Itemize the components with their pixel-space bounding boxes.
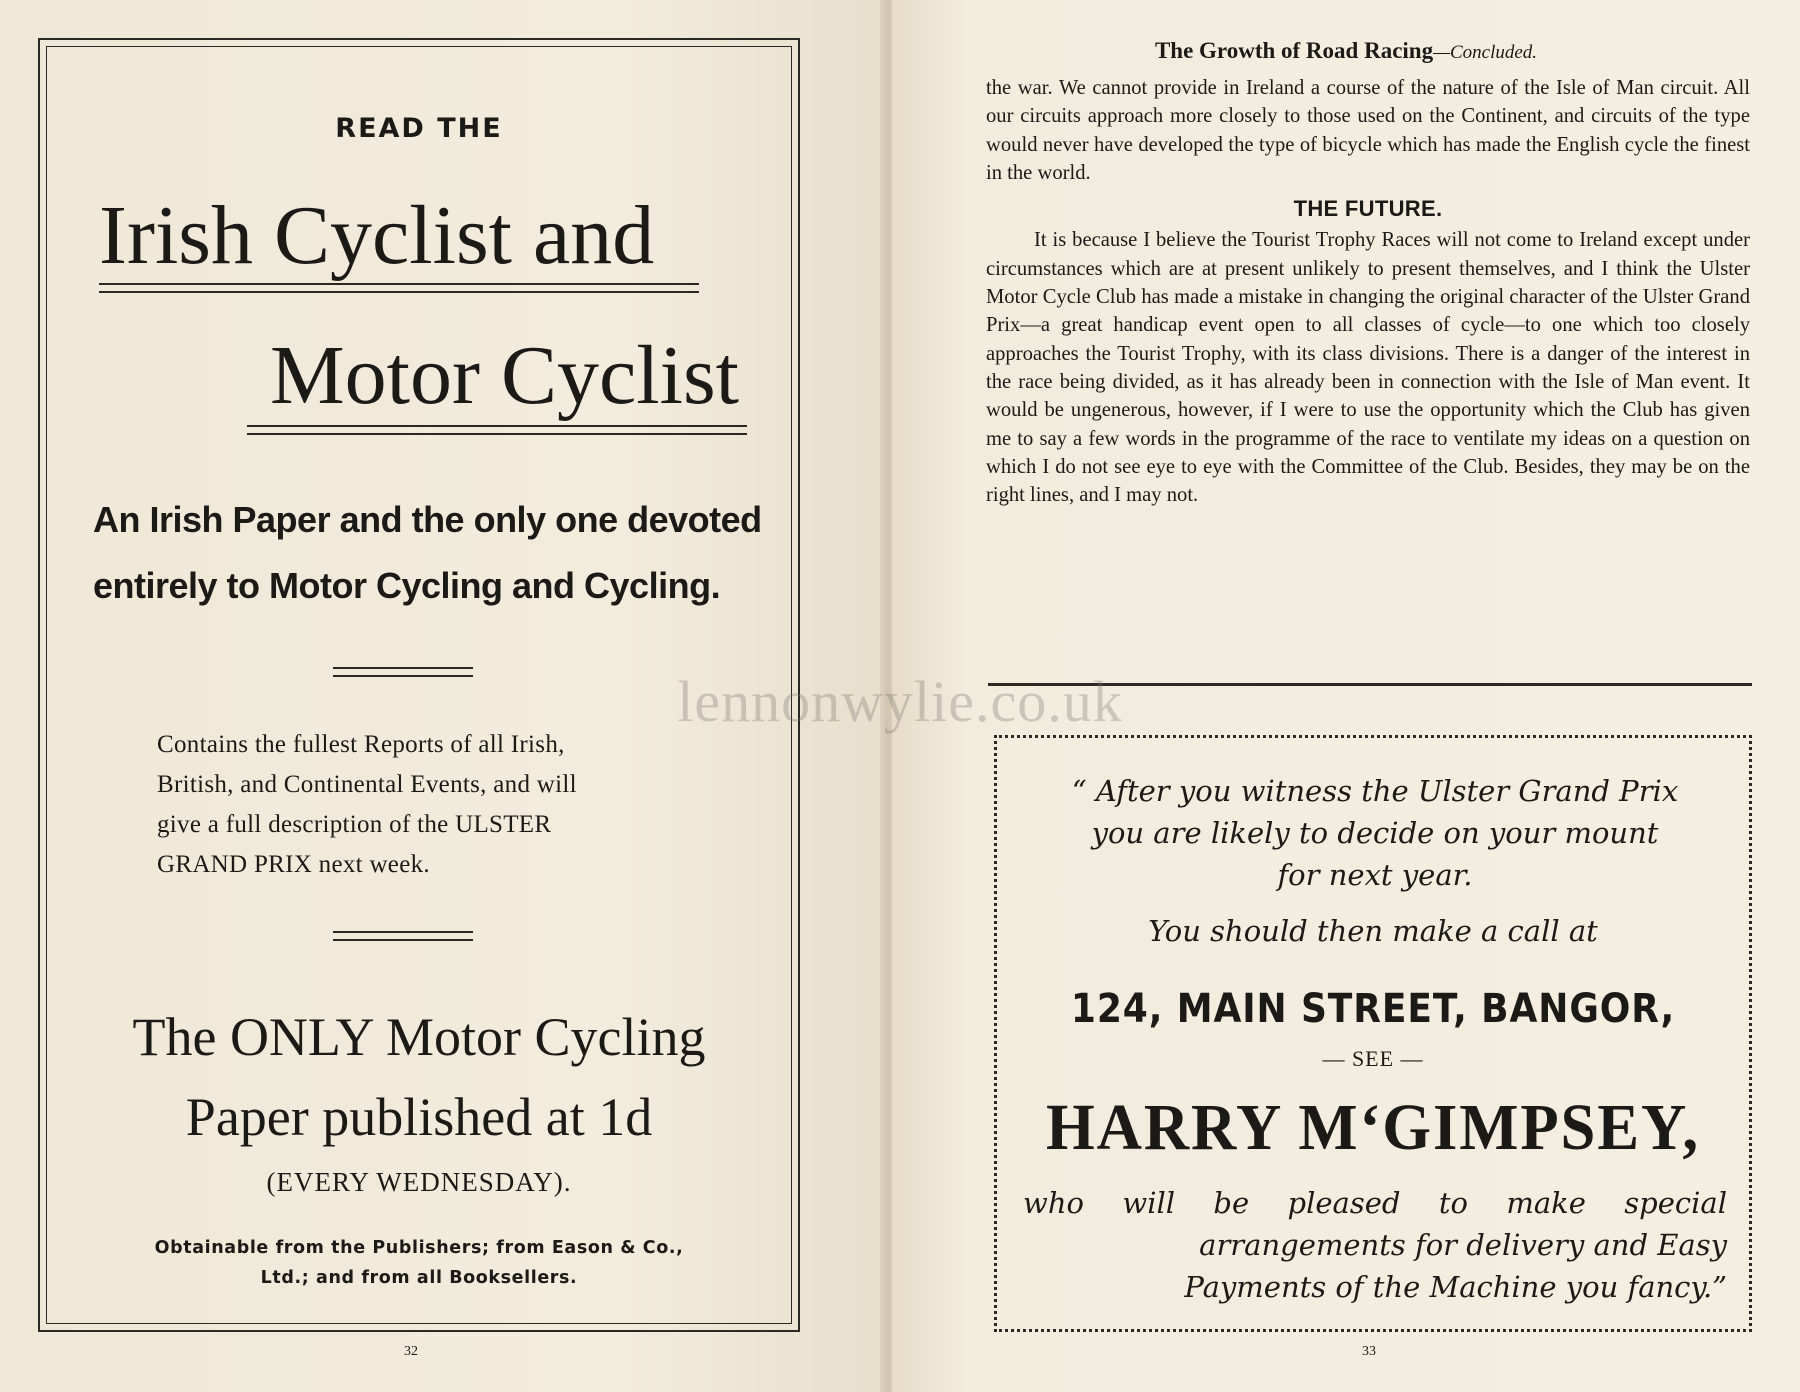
article-title: The Growth of Road Racing xyxy=(1154,38,1434,63)
tagline-line: An Irish Paper and the only one devoted xyxy=(93,499,762,540)
obtainable-line: Obtainable from the Publishers; from Eason & Co., xyxy=(154,1238,684,1258)
article-body xyxy=(986,74,1750,509)
section-subheading: THE FUTURE. xyxy=(1293,196,1443,222)
advert-closing xyxy=(1023,1182,1727,1308)
dealer-address: 124, MAIN STREET, BANGOR, xyxy=(1070,986,1676,1032)
divider-rule xyxy=(333,931,473,941)
title-rule-2 xyxy=(247,425,747,435)
dealer-name: HARRY M‘GIMPSEY, xyxy=(1045,1091,1701,1164)
contents-line: Contains the fullest Reports of all Irish, xyxy=(157,731,565,758)
page-number-right: 33 xyxy=(1362,1344,1376,1359)
contents-line: GRAND PRIX next week. xyxy=(157,851,430,878)
obtainable-note xyxy=(47,1233,791,1293)
tagline xyxy=(93,487,773,619)
closing-line: Payments of the Machine you fancy.” xyxy=(1184,1270,1727,1304)
only-paper-statement xyxy=(47,997,791,1157)
watermark: lennonwylie.co.uk xyxy=(677,669,1123,734)
contents-line: British, and Continental Events, and will xyxy=(157,771,577,798)
article-heading xyxy=(892,38,1800,64)
title-rule-1 xyxy=(99,283,699,293)
divider-rule xyxy=(333,667,473,677)
contents-description xyxy=(157,725,687,885)
closing-line: who will be pleased to make special xyxy=(1023,1186,1727,1220)
call-line: You should then make a call at xyxy=(1148,914,1598,948)
article-title-suffix: —Concluded. xyxy=(1433,42,1538,63)
quote-line: “ After you witness the Ulster Grand Prix xyxy=(1071,774,1679,808)
quote-line: you are likely to decide on your mount xyxy=(1091,816,1659,850)
contents-line: give a full description of the ULSTER xyxy=(157,811,552,838)
title-line-2: Motor Cyclist xyxy=(269,329,739,422)
obtainable-line: Ltd.; and from all Booksellers. xyxy=(260,1268,578,1288)
page-number-left: 32 xyxy=(404,1344,418,1359)
title-line-1: Irish Cyclist and xyxy=(99,189,655,282)
read-the-heading: READ THE xyxy=(335,113,503,144)
only-line: Paper published at 1d xyxy=(185,1087,653,1147)
every-wednesday: (EVERY WEDNESDAY). xyxy=(266,1167,572,1197)
dealer-advert xyxy=(994,735,1752,1332)
closing-line: arrangements for delivery and Easy xyxy=(1199,1228,1727,1262)
quote-line: for next year. xyxy=(1277,858,1473,892)
see-label: — SEE — xyxy=(1322,1046,1424,1071)
advert-quote xyxy=(1025,770,1725,896)
tagline-line: entirely to Motor Cycling and Cycling. xyxy=(93,565,721,606)
only-line: The ONLY Motor Cycling xyxy=(132,1007,706,1067)
article-paragraph: It is because I believe the Tourist Trophy Races will not come to Ireland except under circumstances which are at present unlikely to present themselves, and I think the Ulster Motor Cycle Club has made a mistake in changing the original character of the Ulster Grand Prix—a great handicap event open to all classes of cycle—to one which too closely approaches the Tourist Trophy, with its class divisions. There is a danger of the interest in the race being divided, as it has already been in connection with the Isle of Man event. It would be ungenerous, however, if I were to use the opportunity which the Club has given me to say a few words in the programme of the race to ventilate my ideas on a question on which I do not see eye to eye with the Committee of the Club. Besides, they may be on the right lines, and I may not. xyxy=(986,229,1750,507)
article-paragraph: the war. We cannot provide in Ireland a course of the nature of the Isle of Man circuit. All our circuits approach more closely to those used on the Continent, and circuits of the type would never have developed the type of bicycle which has made the English cycle the finest in the world. xyxy=(986,77,1750,184)
